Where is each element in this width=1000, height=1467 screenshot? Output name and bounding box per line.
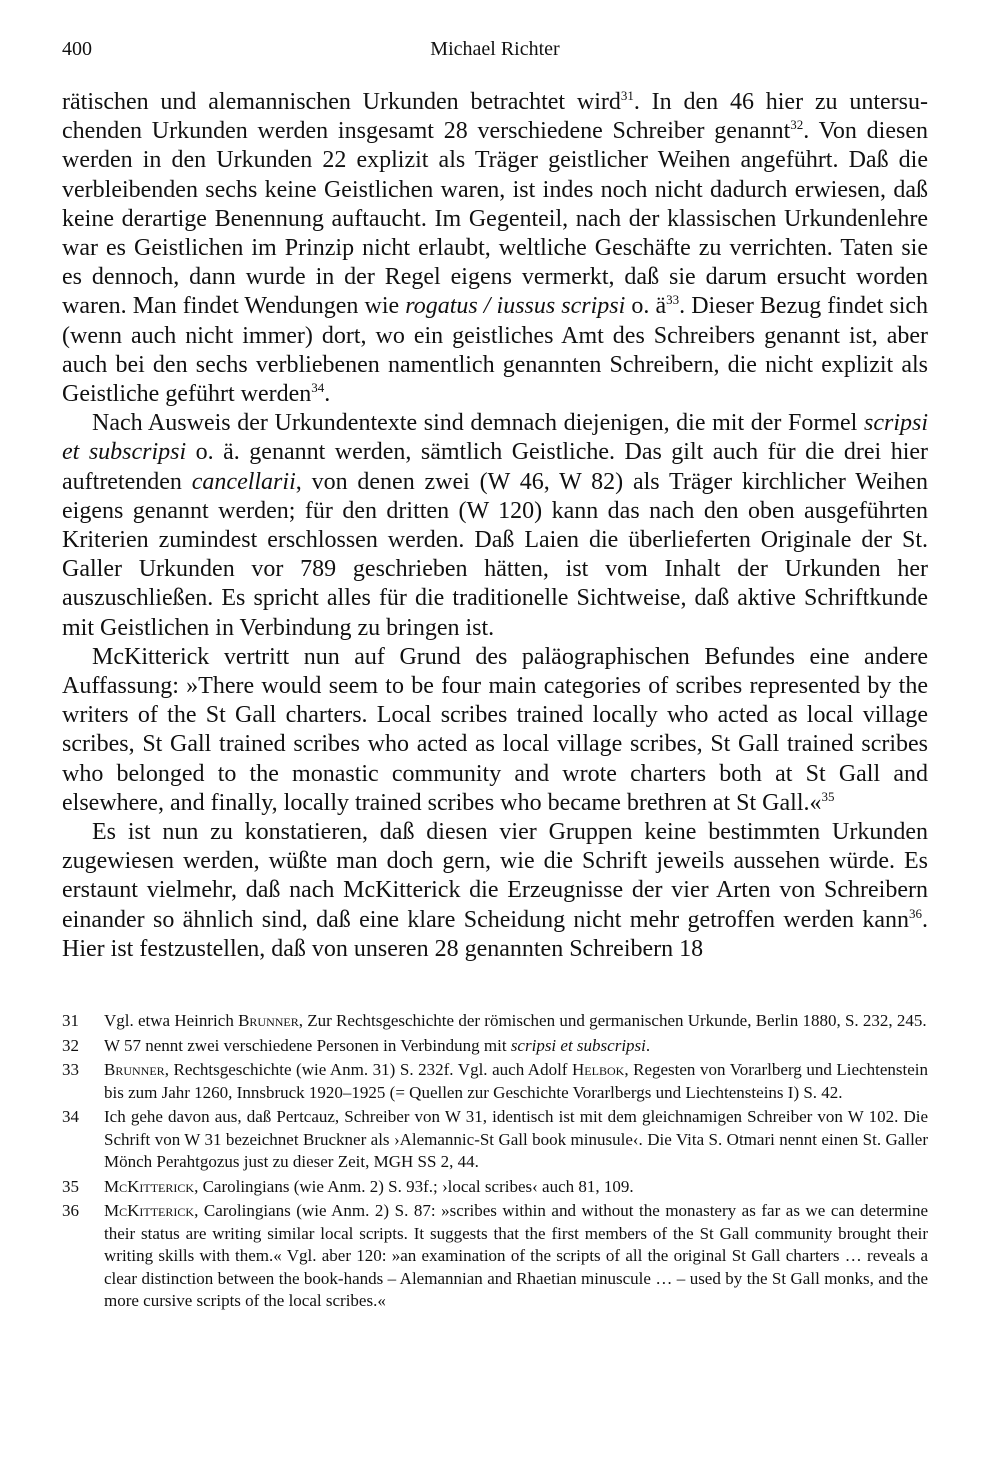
footnote-ref: 31 [620, 88, 634, 103]
footnote-ref: 33 [666, 292, 680, 308]
footnote-number: 32 [62, 1035, 79, 1055]
footnote-number: 35 [62, 1176, 79, 1196]
footnote: 35 McKitterick, Carolingians (wie Anm. 2) S. 93f.; ›local scribes‹ auch 81, 109. [62, 1176, 928, 1199]
body-text [62, 88, 928, 964]
footnote-number: 34 [62, 1107, 79, 1126]
footnote-number: 31 [62, 1011, 79, 1030]
footnote: 34 Ich gehe davon aus, daß Pertcauz, Schreiber von W 31, identisch ist mit dem gleichnamigen Schreiber von W 102. Die Schrift von W 31 bezeichnet Bruckner als ›Alemannic-St Gall book minusule‹. Die Vita S. Otmari nennt einen St. Galler Mönch Perahtgozus just zu dieser Zeit, MGH SS 2, 44. [62, 1107, 928, 1171]
footnote-ref: 34 [311, 380, 325, 396]
paragraph: Es ist nun zu konstatieren, daß diesen vier Gruppen keine bestimmten Urkunden zugewiesen werden, wüßte man doch gern, wie die Schrift jeweils aussehen würde. Es erstaunt vielmehr, daß nach McKitterick die Erzeugnisse der vier Arten von Schreibern einander so ähnlich sind, daß eine klare Scheidung nicht mehr getroffen werden kann$^{36}$. Hier ist festzustellen, daß von unseren 28 genannten Schreibern 18 [62, 819, 928, 962]
footnote: 33 Brunner, Rechtsgeschichte (wie Anm. 31) S. 232f. Vgl. auch Adolf Helbok, Regesten von Vorarlberg und Liechtenstein bis zum Jahr 1260, Innsbruck 1920–1925 (= Quellen zur Geschichte Vorarlbergs und Liechtensteins I) S. 42. [62, 1060, 928, 1102]
footnote-number: 33 [62, 1060, 79, 1079]
footnote-ref: 36 [909, 905, 922, 921]
footnotes [62, 1010, 928, 1315]
paragraph: McKitterick vertritt nun auf Grund des paläographischen Befundes eine andere Auffassung: »There would seem to be four main categories of scribes represented by the writers of the St Gall charters. Local scribes trained locally who acted as local village scribes, St Gall trained scribes who acted as local village scribes, St Gall trained scribes who belonged to the monastic community and wrote charters both at St Gall and elsewhere, and finally, locally trained scribes who became brethren at St Gall.«$^{35}$ [62, 643, 928, 816]
footnote: 32 W 57 nennt zwei verschiedene Personen in Verbindung mit scripsi et subscripsi. [62, 1035, 928, 1058]
footnote: 31 Vgl. etwa Heinrich Brunner, Zur Rechtsgeschichte der römischen und germanischen Urkunde, Berlin 1880, S. 232, 245. [62, 1010, 928, 1033]
footnote-ref: 32 [790, 117, 804, 133]
running-head: Michael Richter [430, 38, 560, 60]
paragraph: Nach Ausweis der Urkundentexte sind demnach diejenigen, die mit der Formel scripsi et subscripsi o. ä. genannt werden, sämtlich Geistliche. Das gilt auch für die drei hier auftretenden cancellarii, von denen zwei (W 46, W 82) als Träger kirchlicher Weihen eigens genannt werden; für den dritten (W 120) kann das nach den oben ausgeführten Kriterien zumindest erschlossen werden. Daß Laien die überlieferten Originale der St. Galler Urkunden vor 789 geschrieben hätten, ist vom Inhalt der Urkunden her auszuschließen. Es spricht alles für die traditionelle Sichtweise, daß aktive Schriftkunde mit Geistlichen in Verbindung zu bringen ist. [62, 410, 929, 641]
footnote-ref: 35 [821, 788, 835, 804]
paragraph: rätischen und alemannischen Urkunden betrachtet wird$^{31}$. In den 46 hier zu untersuchenden Urkunden werden insgesamt 28 verschiedene Schreiber genannt$^{32}$. Von diesen werden in den Urkunden 22 explizit als Träger geistlicher Weihen angeführt. Daß die verbleibenden sechs keine Geistlichen waren, ist indes noch nicht dadurch erwiesen, daß keine derartige Benennung auftaucht. Im Gegenteil, nach der klassischen Urkundenlehre war es Geistlichen im Prinzip nicht erlaubt, weltliche Geschäfte zu verrichten. Taten sie es dennoch, dann wurde in der Regel eigens vermerkt, daß sie darum ersucht worden waren. Man findet Wendungen wie rogatus / iussus scripsi o. $ä^{33}$. Dieser Bezug findet sich (wenn auch nicht immer) dort, wo ein geistliches Amt des Schreibers genannt ist, aber auch bei den sechs verbliebenen namentlich genannten Schreibern, die nicht explizit als Geistliche geführt werden$^{34}$. [62, 88, 929, 408]
footnote: 36 McKitterick, Carolingians (wie Anm. 2) S. 87: »scribes within and without the monastery as far as we can determine their status are writing similar local scripts. It suggests that the first members of the St Gall community brought their writing skills with them.« Vgl. aber 120: »an examination of the scripts of all the original St Gall charters … reveals a clear distinction between the book-hands – Alemannian and Rhaetian minuscule … – used by the St Gall monks, and the more cursive scripts of the local scribes.« [62, 1201, 928, 1310]
page-header [62, 38, 928, 68]
footnote-number: 36 [62, 1201, 79, 1220]
page-number: 400 [62, 38, 92, 60]
